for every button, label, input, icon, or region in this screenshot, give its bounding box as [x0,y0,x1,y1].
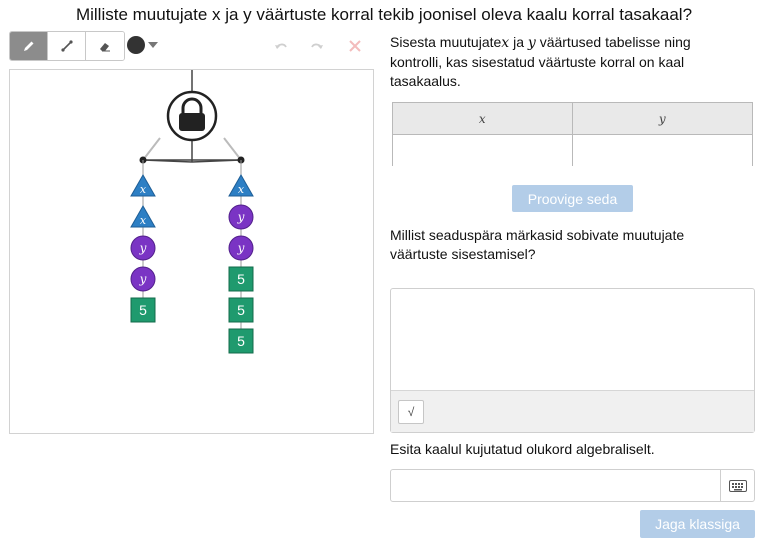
pen-color-swatch [127,36,145,54]
token-x [229,175,253,196]
eraser-icon [98,39,112,53]
svg-text:5: 5 [237,271,245,287]
question-pattern: Millist seaduspära märkasid sobivate muutujate väärtuste sisestamisel? [390,227,685,262]
token-y [131,236,155,260]
pen-color-picker[interactable] [127,36,158,54]
svg-text:y: y [139,241,147,255]
svg-text:x: x [237,183,245,196]
keyboard-button[interactable] [720,470,754,501]
svg-text:y: y [237,210,245,224]
keyboard-icon [729,480,747,492]
math-keyboard-button[interactable] [398,400,424,424]
instructions-part: väärtused tabelisse ning kontrolli, kas sisestatud väärtuste korral on kaal tasakaalus. [390,34,691,89]
svg-text:y: y [139,272,147,286]
token-5 [229,267,253,291]
token-5 [131,298,155,322]
instructions-part: Sisesta muutujate [390,34,502,50]
token-y [229,236,253,260]
svg-text:5: 5 [237,302,245,318]
token-5 [229,329,253,353]
pencil-icon [22,39,36,53]
instructions-part: ja [509,34,528,50]
close-icon [348,39,362,53]
svg-text:y: y [237,241,245,255]
pencil-tool-button[interactable] [10,32,48,60]
line-icon [60,39,74,53]
table-cell-x[interactable] [393,135,573,166]
values-table [392,102,753,166]
answer-text [391,289,754,301]
try-it-button[interactable]: Proovige seda [512,185,633,212]
expression-input[interactable] [390,469,755,502]
table-cell-y[interactable] [573,135,753,166]
token-x [131,206,155,227]
undo-button[interactable] [270,36,292,56]
svg-text:5: 5 [139,302,147,318]
drawing-toolbar [9,31,125,61]
drawing-canvas[interactable] [9,69,374,434]
lock-icon[interactable] [168,92,216,140]
eraser-tool-button[interactable] [86,32,124,60]
table-header-x: x [393,103,573,135]
page-title: Milliste muutujate x ja y väärtuste korral tekib joonisel oleva kaalu korral tasakaal? [75,5,693,24]
sqrt-icon: √ [407,405,415,419]
undo-icon [273,39,289,53]
chevron-down-icon [148,42,158,48]
redo-button[interactable] [306,36,328,56]
variable-x: x [501,35,510,51]
answer-toolbar [391,390,754,432]
line-tool-button[interactable] [48,32,86,60]
token-5 [229,298,253,322]
token-x [131,175,155,196]
variable-y: y [527,35,536,51]
svg-text:x: x [139,183,147,196]
instructions-text [390,33,720,91]
share-with-class-button[interactable]: Jaga klassiga [640,510,755,538]
token-y [131,267,155,291]
pattern-answer-field[interactable] [390,288,755,433]
svg-text:5: 5 [237,333,245,349]
clear-button[interactable] [344,36,366,56]
token-y [229,205,253,229]
balance-scale [10,70,373,433]
table-header-y: y [573,103,753,135]
redo-icon [309,39,325,53]
svg-text:x: x [139,214,147,227]
question-algebraic: Esita kaalul kujutatud olukord algebraliselt. [390,441,655,457]
